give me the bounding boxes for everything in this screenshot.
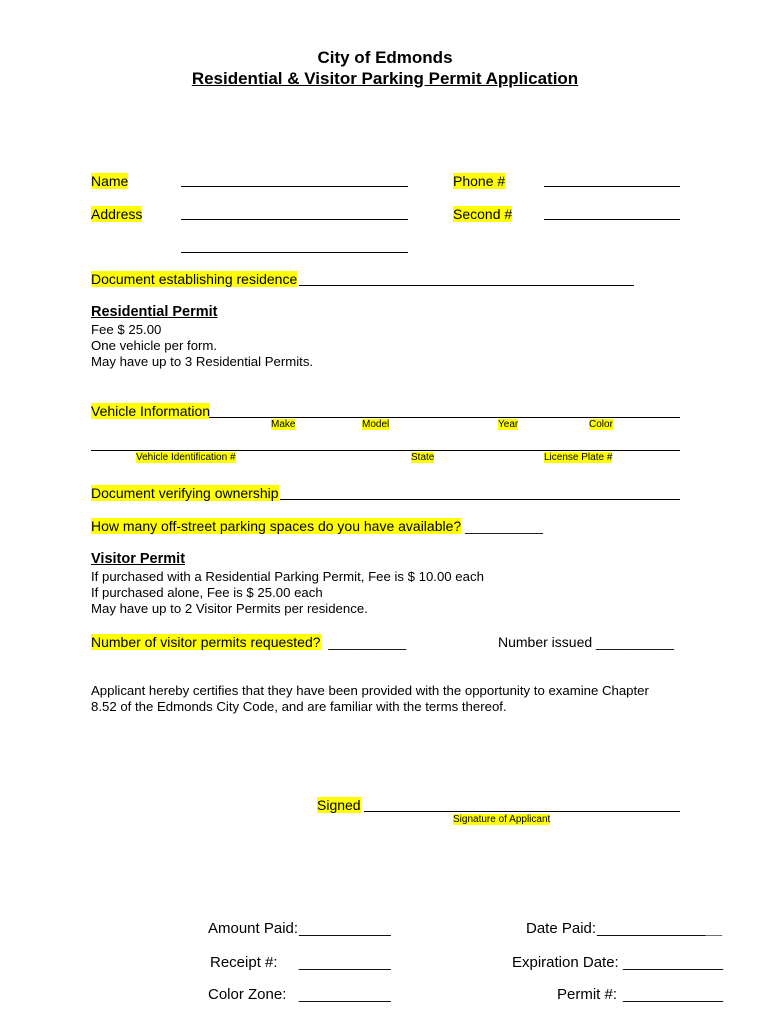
signature-caption: Signature of Applicant: [453, 814, 551, 825]
name-field[interactable]: [181, 186, 408, 187]
parking-spaces-question: [91, 518, 543, 534]
visitor-limit: May have up to 2 Visitor Permits per residence.: [91, 601, 368, 616]
date-paid-label: Date Paid:: [526, 920, 597, 937]
residential-limit: May have up to 3 Residential Permits.: [91, 354, 314, 369]
parking-spaces-label: How many off-street parking spaces do you have available?: [91, 518, 462, 534]
color-caption: Color: [589, 419, 613, 430]
vehicle-id-field[interactable]: [91, 450, 680, 451]
residential-one-vehicle: One vehicle per form.: [91, 338, 218, 353]
date-paid-field[interactable]: [597, 920, 722, 937]
parking-spaces-field[interactable]: __________: [465, 518, 543, 534]
number-issued-field[interactable]: __________: [596, 634, 674, 650]
model-caption: Model: [362, 419, 390, 430]
amount-paid-field[interactable]: ___________: [299, 920, 391, 937]
make-caption: Make: [271, 419, 296, 430]
address-field[interactable]: [181, 219, 408, 220]
form-title-text: Residential & Visitor Parking Permit Application: [191, 69, 579, 88]
expiration-label: Expiration Date:: [512, 954, 619, 971]
certification-line1: Applicant hereby certifies that they have been provided with the opportunity to examine Chapter: [91, 683, 649, 698]
date-paid-blank: _____________: [597, 920, 706, 937]
receipt-label: Receipt #:: [210, 954, 278, 971]
document-residence-field[interactable]: [299, 285, 634, 286]
visitor-requested-row: [91, 634, 406, 650]
permit-number-label: Permit #:: [557, 986, 618, 1003]
address-field-line2[interactable]: [181, 252, 408, 253]
residential-fee: Fee $ 25.00: [91, 322, 162, 337]
visitor-requested-label: Number of visitor permits requested?: [91, 634, 321, 650]
date-paid-tail: __: [705, 920, 723, 937]
receipt-field[interactable]: ___________: [299, 954, 391, 971]
residential-permit-heading: Residential Permit: [91, 304, 218, 320]
amount-paid-label: Amount Paid:: [208, 920, 299, 937]
year-caption: Year: [498, 419, 519, 430]
color-zone-field[interactable]: ___________: [299, 986, 391, 1003]
phone-field[interactable]: [544, 186, 680, 187]
name-label: Name: [91, 173, 129, 189]
signed-label: Signed: [317, 797, 361, 813]
signature-field[interactable]: [364, 811, 680, 812]
visitor-fee-with-residential: If purchased with a Residential Parking Permit, Fee is $ 10.00 each: [91, 569, 484, 584]
visitor-requested-field[interactable]: __________: [328, 634, 407, 650]
city-title: City of Edmonds: [317, 48, 453, 67]
visitor-fee-alone: If purchased alone, Fee is $ 25.00 each: [91, 585, 323, 600]
vin-caption: Vehicle Identification #: [136, 452, 236, 463]
expiration-field[interactable]: ____________: [623, 954, 724, 971]
vehicle-info-label: Vehicle Information: [91, 403, 211, 419]
second-phone-field[interactable]: [544, 219, 680, 220]
number-issued-label: Number issued: [498, 634, 593, 650]
ownership-label: Document verifying ownership: [91, 485, 279, 501]
document-residence-label: Document establishing residence: [91, 271, 298, 287]
form-title: [0, 69, 770, 89]
number-issued-row: [498, 634, 674, 650]
permit-number-field[interactable]: ____________: [623, 986, 724, 1003]
state-caption: State: [411, 452, 435, 463]
ownership-field[interactable]: [280, 499, 680, 500]
second-phone-label: Second #: [453, 206, 513, 222]
color-zone-label: Color Zone:: [208, 986, 287, 1003]
certification-line2: 8.52 of the Edmonds City Code, and are familiar with the terms thereof.: [91, 699, 507, 714]
license-plate-caption: License Plate #: [544, 452, 613, 463]
address-label: Address: [91, 206, 143, 222]
phone-label: Phone #: [453, 173, 506, 189]
vehicle-info-field[interactable]: [209, 417, 680, 418]
visitor-permit-heading: Visitor Permit: [91, 551, 186, 567]
